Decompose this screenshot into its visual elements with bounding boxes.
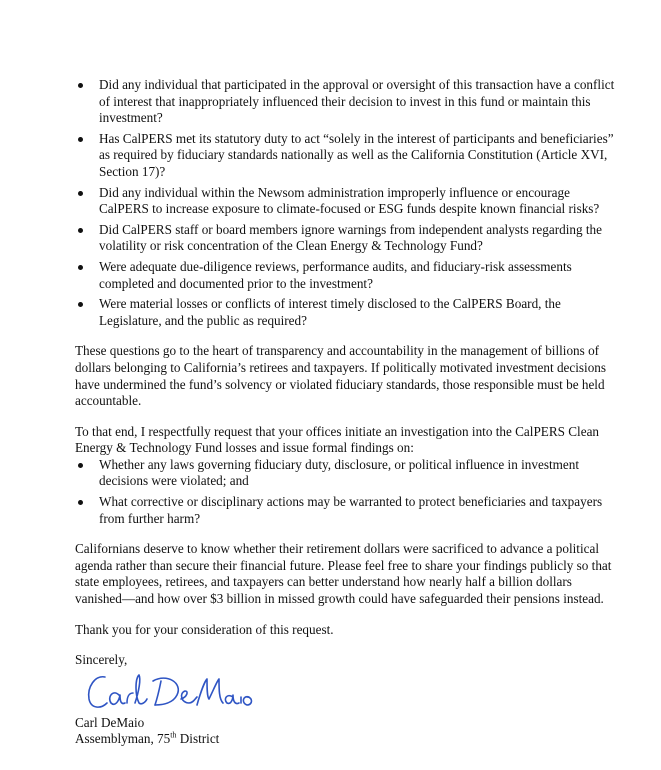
question-text: Did any individual that participated in the approval or oversight of this transaction have a conflict of interest that inappropriately influenced their decision to invest in this fund or maintain this investment? — [99, 77, 615, 126]
letter-page — [75, 77, 620, 748]
question-text: Did any individual within the Newsom administration improperly influence or encourage CalPERS to increase exposure to climate-focused or ESG funds despite known financial risks? — [99, 184, 600, 217]
handwritten-signature-icon — [83, 669, 253, 717]
closing-paragraph: Californians deserve to know whether their retirement dollars were sacrificed to advance a political agenda rather than secure their financial future. Please feel free to share your findings publicly so that state employees, retirees, and taxpayers can better understand how nearly half a billion dollars vanished—and how over $3 billion in missed growth could have safeguarded their pensions instead. — [75, 541, 612, 607]
bullet-icon — [78, 265, 83, 270]
signature — [75, 671, 620, 715]
bullet-icon — [78, 500, 83, 505]
request-paragraph: To that end, I respectfully request that your offices initiate an investigation into the CalPERS Clean Energy & Technology Fund losses and issue formal findings on: — [75, 423, 600, 456]
bullet-icon — [78, 83, 83, 88]
bullet-icon — [78, 191, 83, 196]
bullet-icon — [78, 463, 83, 468]
question-item — [75, 185, 620, 218]
question-text: Were material losses or conflicts of interest timely disclosed to the CalPERS Board, the Legislature, and the public as required? — [99, 296, 561, 328]
question-item — [75, 77, 620, 127]
finding-text: What corrective or disciplinary actions may be warranted to protect beneficiaries and taxpayers from further harm? — [99, 494, 603, 526]
findings-list — [75, 457, 620, 527]
transparency-paragraph: These questions go to the heart of transparency and accountability in the management of billions of dollars belonging to California’s retirees and taxpayers. If politically motivated investment decisions have undermined the fund’s solvency or violated fiduciary standards, those responsible must be held accountable. — [75, 343, 607, 409]
bullet-icon — [78, 302, 83, 307]
signer-title — [75, 731, 620, 748]
thanks-line: Thank you for your consideration of this request. — [75, 621, 334, 637]
question-item — [75, 131, 620, 181]
bullet-icon — [78, 137, 83, 142]
finding-item — [75, 494, 620, 527]
question-item — [75, 222, 620, 255]
finding-text: Whether any laws governing fiduciary duty, disclosure, or political influence in investment decisions were violated; and — [99, 456, 579, 489]
signer-name: Carl DeMaio — [75, 714, 145, 730]
question-item — [75, 296, 620, 329]
question-text: Has CalPERS met its statutory duty to act “solely in the interest of participants and beneficiaries” as required by fiduciary standards nationally as well as the California Constitution (Article XVI, Section 17)? — [99, 130, 614, 179]
question-text: Did CalPERS staff or board members ignore warnings from independent analysts regarding the volatility or risk concentration of the Clean Energy & Technology Fund? — [99, 221, 602, 254]
signoff: Sincerely, — [75, 652, 128, 668]
finding-item — [75, 457, 620, 490]
signer-title-text: Assemblyman, 75 — [75, 731, 171, 747]
question-item — [75, 259, 620, 292]
signer-title-sup: th — [170, 731, 177, 741]
question-text: Were adequate due-diligence reviews, performance audits, and fiduciary-risk assessments completed and documented prior to the investment? — [99, 258, 572, 291]
questions-list — [75, 77, 620, 329]
bullet-icon — [78, 228, 83, 233]
signer-title-suffix: District — [176, 731, 220, 747]
